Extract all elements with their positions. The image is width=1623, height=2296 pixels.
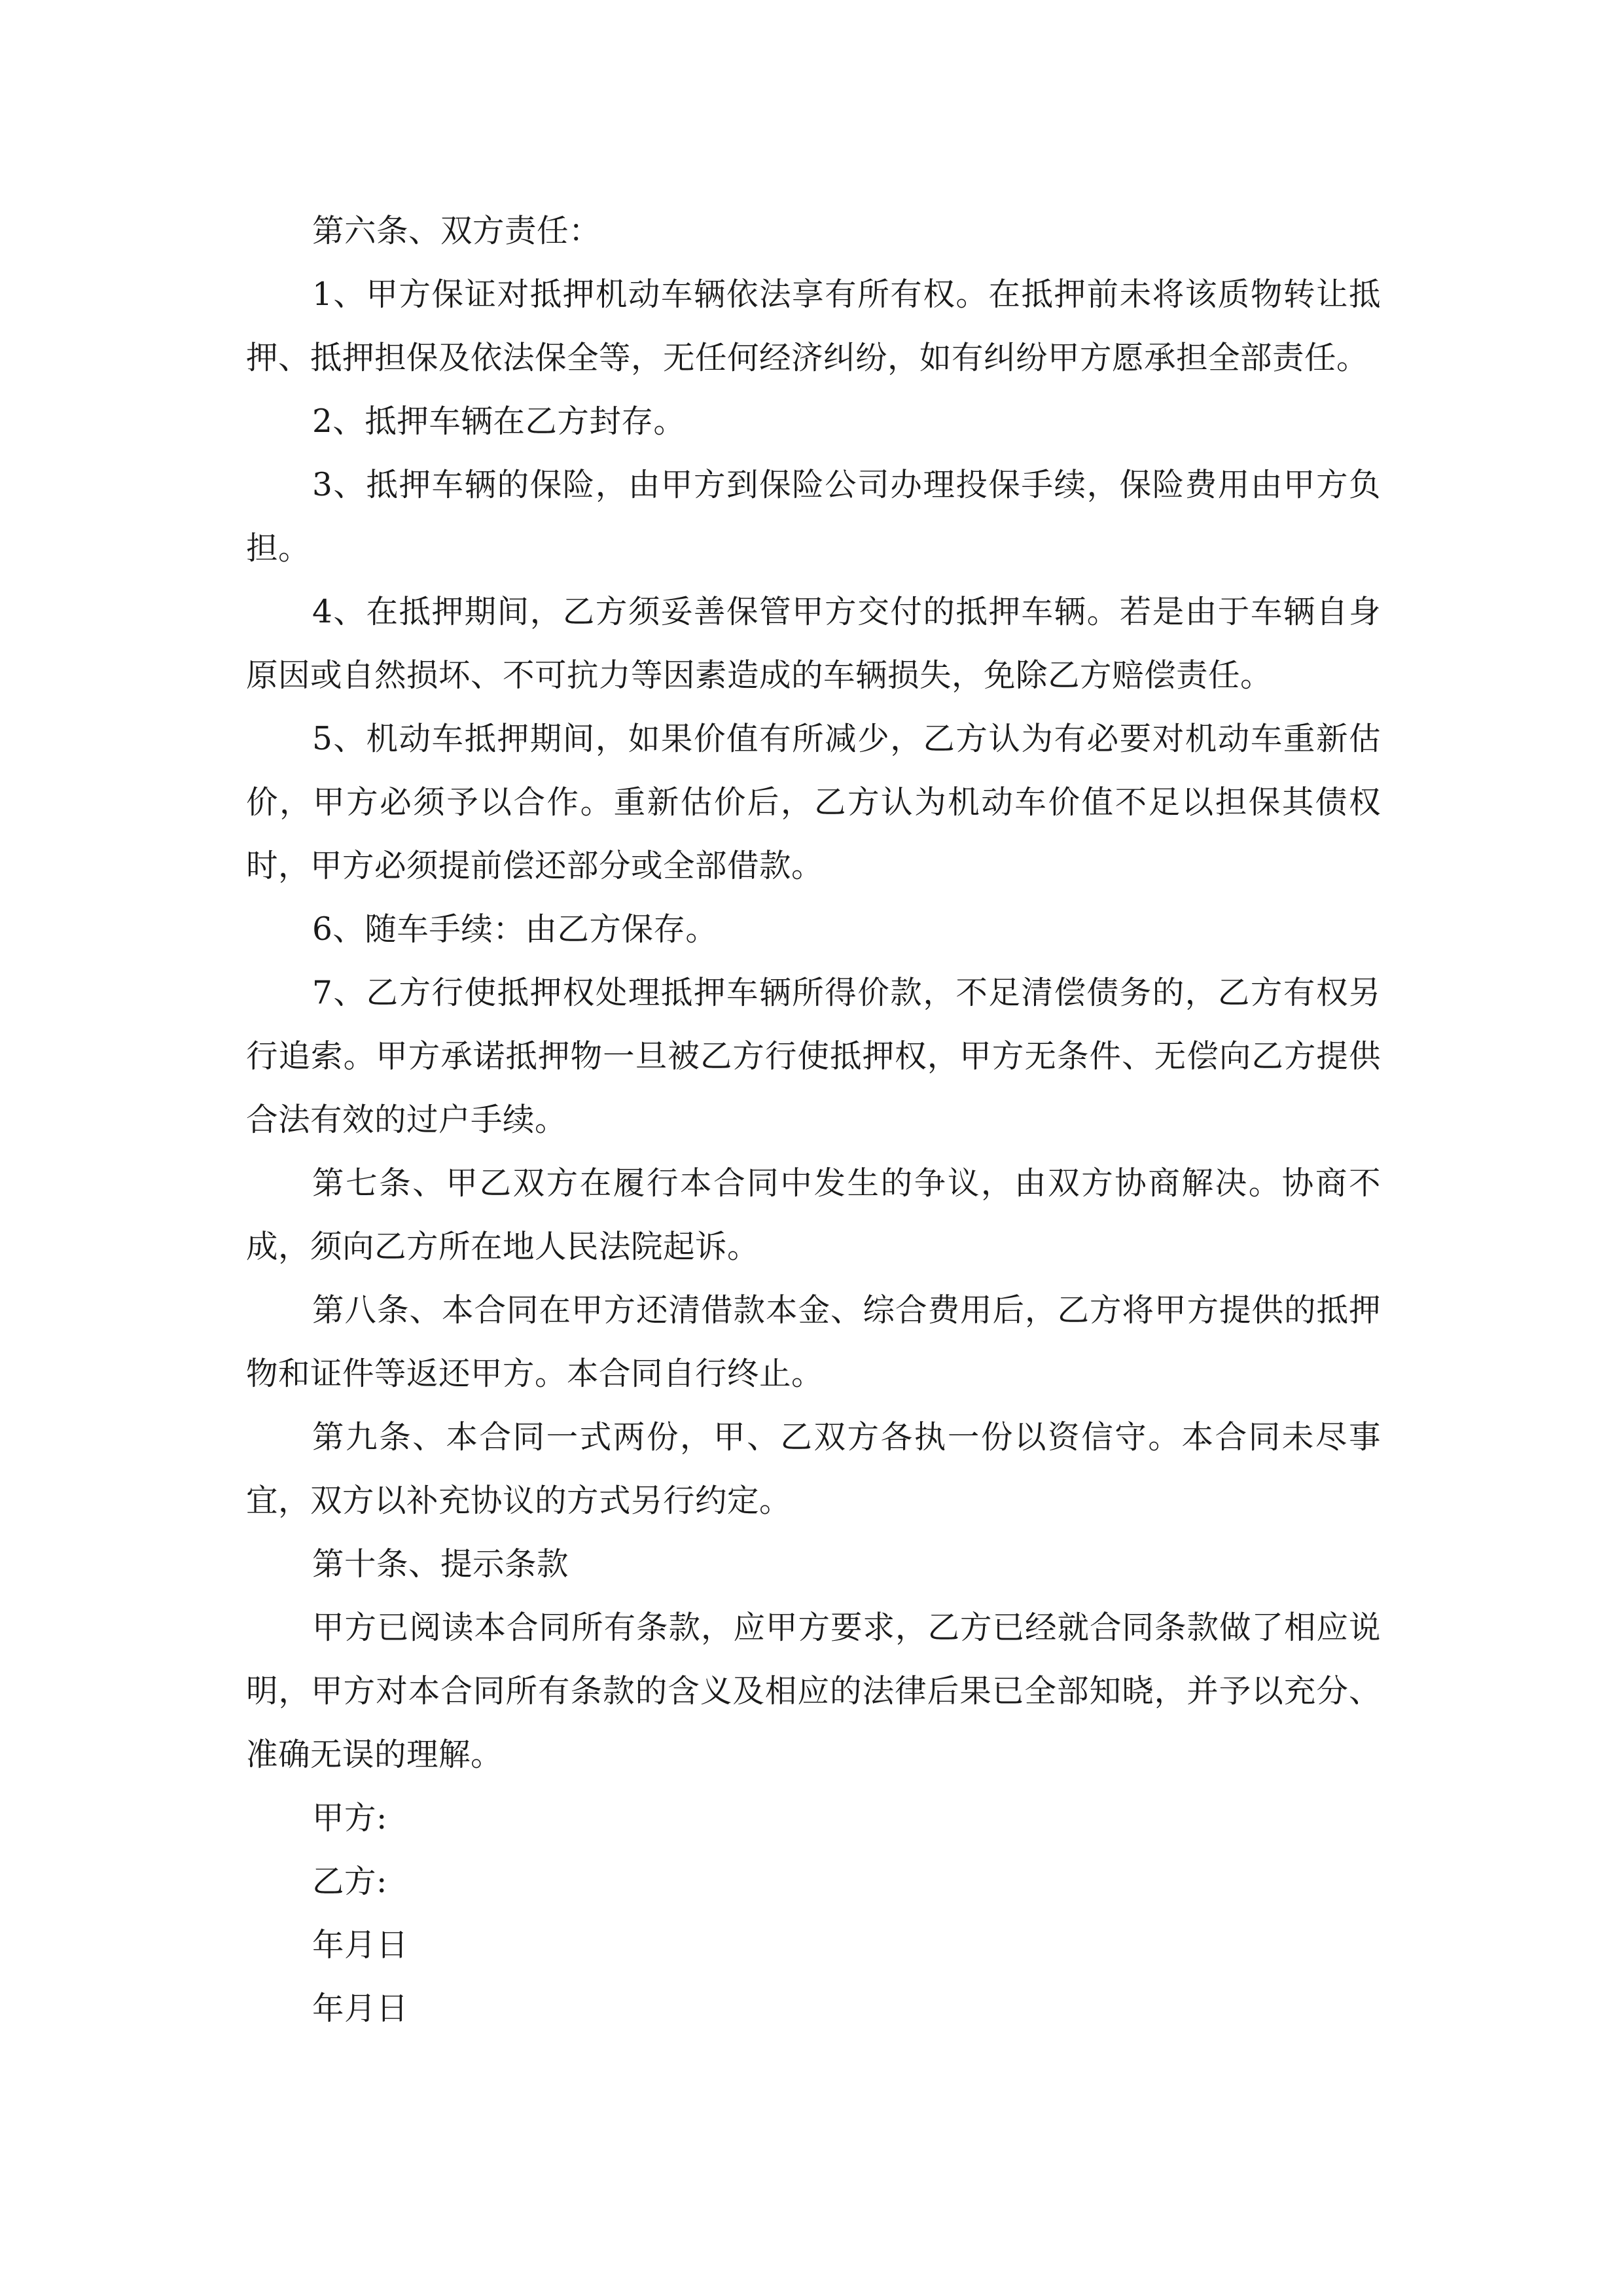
clause-6-item-1: 1、甲方保证对抵押机动车辆依法享有所有权。在抵押前未将该质物转让抵押、抵押担保及依法保全等，无任何经济纠纷，如有纠纷甲方愿承担全部责任。	[246, 276, 1381, 376]
clause-6-item-4: 4、在抵押期间，乙方须妥善保管甲方交付的抵押车辆。若是由于车辆自身原因或自然损坏、不可抗力等因素造成的车辆损失，免除乙方赔偿责任。	[246, 594, 1381, 694]
clause-10-heading: 第十条、提示条款	[312, 1546, 569, 1583]
clause-6-item-7: 7、乙方行使抵押权处理抵押车辆所得价款，不足清偿债务的，乙方有权另行追索。甲方承诺抵押物一旦被乙方行使抵押权，甲方无条件、无偿向乙方提供合法有效的过户手续。	[246, 975, 1381, 1138]
clause-6-item-5: 5、机动车抵押期间，如果价值有所减少，乙方认为有必要对机动车重新估价，甲方必须予以合作。重新估价后，乙方认为机动车价值不足以担保其债权时，甲方必须提前偿还部分或全部借款。	[246, 721, 1381, 884]
clause-10-text: 甲方已阅读本合同所有条款，应甲方要求，乙方已经就合同条款做了相应说明，甲方对本合同所有条款的含义及相应的法律后果已全部知晓，并予以充分、准确无误的理解。	[246, 1609, 1381, 1773]
signature-date-a: 年月日	[312, 1927, 409, 1964]
clause-6-item-2: 2、抵押车辆在乙方封存。	[312, 403, 686, 440]
signature-date-b: 年月日	[312, 1990, 409, 2027]
clause-8: 第八条、本合同在甲方还清借款本金、综合费用后，乙方将甲方提供的抵押物和证件等返还甲方。本合同自行终止。	[246, 1292, 1381, 1392]
signature-party-b: 乙方:	[312, 1863, 387, 1900]
clause-6-heading: 第六条、双方责任：	[312, 213, 601, 249]
contract-body	[246, 200, 1381, 2041]
clause-9: 第九条、本合同一式两份，甲、乙双方各执一份以资信守。本合同未尽事宜，双方以补充协议的方式另行约定。	[246, 1419, 1381, 1519]
clause-6-item-3: 3、抵押车辆的保险，由甲方到保险公司办理投保手续，保险费用由甲方负担。	[246, 467, 1381, 567]
clause-7: 第七条、甲乙双方在履行本合同中发生的争议，由双方协商解决。协商不成，须向乙方所在地人民法院起诉。	[246, 1165, 1381, 1265]
clause-6-item-6: 6、随车手续：由乙方保存。	[312, 911, 718, 948]
signature-party-a: 甲方:	[312, 1800, 387, 1837]
